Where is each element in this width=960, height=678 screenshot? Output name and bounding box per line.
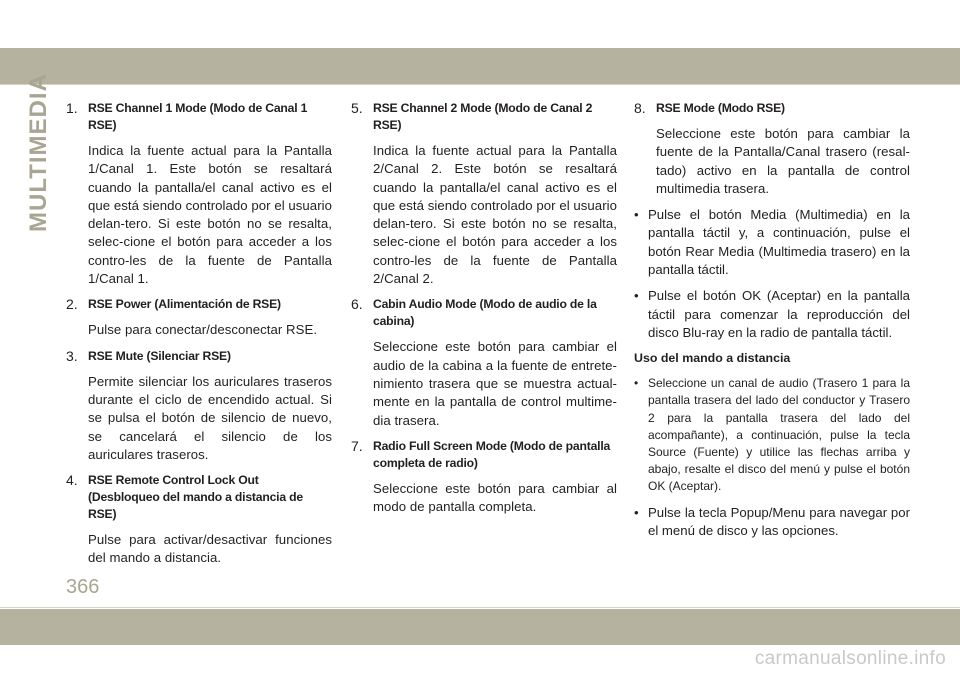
- bullet-icon: •: [634, 288, 639, 304]
- item-number: 8.: [634, 100, 646, 116]
- list-item: [66, 296, 332, 339]
- column-2: [351, 100, 617, 524]
- list-item: [66, 472, 332, 568]
- item-title: RSE Mute (Silenciar RSE): [88, 348, 231, 363]
- item-body: Pulse para activar/desactivar funciones del mando a distancia.: [88, 532, 332, 566]
- bullet-text: Seleccione un canal de audio (Trasero 1 para la pantalla trasera del lado del conductor y Trasero 2 para la pantalla trasera del lado del acompañante), a continuación, pulse la tecla Source (Fuente) y utilice las flechas arriba y abajo, resalte el disco del menú y pulse el botón OK (Aceptar).: [648, 376, 910, 494]
- header-band: [0, 48, 960, 84]
- bullet-item: [634, 287, 910, 342]
- bullet-item: [634, 206, 910, 279]
- bullet-text: Pulse la tecla Popup/Menu para navegar por el menú de disco y las opciones.: [648, 504, 910, 538]
- item-body: Seleccione este botón para cambiar el audio de la cabina a la fuente de entrete-nimiento trasera que se muestra actual-mente en la pantalla de control multime-dia trasera.: [373, 339, 617, 428]
- footer-divider: [0, 607, 960, 608]
- list-item: [66, 100, 332, 288]
- item-number: 3.: [66, 347, 78, 364]
- bullet-icon: •: [634, 376, 639, 391]
- item-title: RSE Channel 2 Mode (Modo de Canal 2 RSE): [373, 101, 593, 132]
- item-body: Seleccione este botón para cambiar la fuente de la Pantalla/Canal trasero (resal-tado) activo en la pantalla de control multimedia trasera.: [656, 126, 910, 196]
- footer-band: [0, 609, 960, 645]
- column-1: [66, 100, 332, 576]
- item-title: Cabin Audio Mode (Modo de audio de la cabina): [373, 297, 597, 329]
- item-number: 1.: [66, 100, 78, 116]
- bullet-text: Pulse el botón Media (Multimedia) en la pantalla táctil y, a continuación, pulse el botón Rear Media (Multimedia trasero) en la pantalla táctil.: [648, 207, 910, 278]
- header-divider: [0, 84, 960, 85]
- item-body: Indica la fuente actual para la Pantalla 1/Canal 1. Este botón se resaltará cuando la pantalla/el canal activo es el que está siendo controlado por el usuario delan-tero. Si este botón no se resalta, selec-cione el botón para acceder a los contro-les de la fuente de Pantalla 1/Canal 1.: [88, 143, 332, 287]
- item-title: RSE Remote Control Lock Out (Desbloqueo del mando a distancia de RSE): [88, 473, 303, 522]
- bullet-item: [634, 504, 910, 541]
- list-item: [634, 100, 910, 198]
- column-3: [634, 100, 910, 548]
- item-title: RSE Channel 1 Mode (Modo de Canal 1 RSE): [88, 101, 308, 132]
- item-number: 6.: [351, 296, 363, 313]
- bullet-icon: •: [634, 504, 639, 520]
- item-title: RSE Mode (Modo RSE): [656, 101, 785, 115]
- item-number: 2.: [66, 296, 78, 313]
- bullet-item: [634, 375, 910, 495]
- bullet-icon: •: [634, 207, 639, 223]
- list-item: [351, 100, 617, 288]
- item-body: Seleccione este botón para cambiar al modo de pantalla completa.: [373, 480, 617, 515]
- item-number: 5.: [351, 100, 363, 116]
- item-title: RSE Power (Alimentación de RSE): [88, 297, 281, 312]
- item-body: Indica la fuente actual para la Pantalla 2/Canal 2. Este botón se resaltará cuando la pantalla/el canal activo es el que está siendo controlado por el usuario delan-tero. Si este botón no se resalta, selec-cione el botón para acceder a los contro-les de la fuente de Pantalla 2/Canal 2.: [373, 143, 617, 287]
- item-body: Permite silenciar los auriculares traseros durante el ciclo de encendido actual. Si se pulsa el botón de silencio de nuevo, se cancelará el silencio de los auriculares traseros.: [88, 373, 332, 462]
- watermark: carmanualsonline.info: [754, 648, 946, 669]
- item-title: Radio Full Screen Mode (Modo de pantalla completa de radio): [373, 438, 611, 470]
- list-item: [351, 296, 617, 429]
- section-side-label: MULTIMEDIA: [25, 73, 52, 232]
- page-number: 366: [66, 576, 100, 598]
- subheading: Uso del mando a distancia: [634, 351, 791, 366]
- bullet-text: Pulse el botón OK (Aceptar) en la pantalla táctil para comenzar la reproducción del disco Blu-ray en la radio de pantalla táctil.: [648, 288, 910, 340]
- item-number: 7.: [351, 437, 363, 454]
- item-body: Pulse para conectar/desconectar RSE.: [88, 322, 318, 338]
- list-item: [351, 438, 617, 517]
- item-number: 4.: [66, 472, 78, 489]
- list-item: [66, 348, 332, 464]
